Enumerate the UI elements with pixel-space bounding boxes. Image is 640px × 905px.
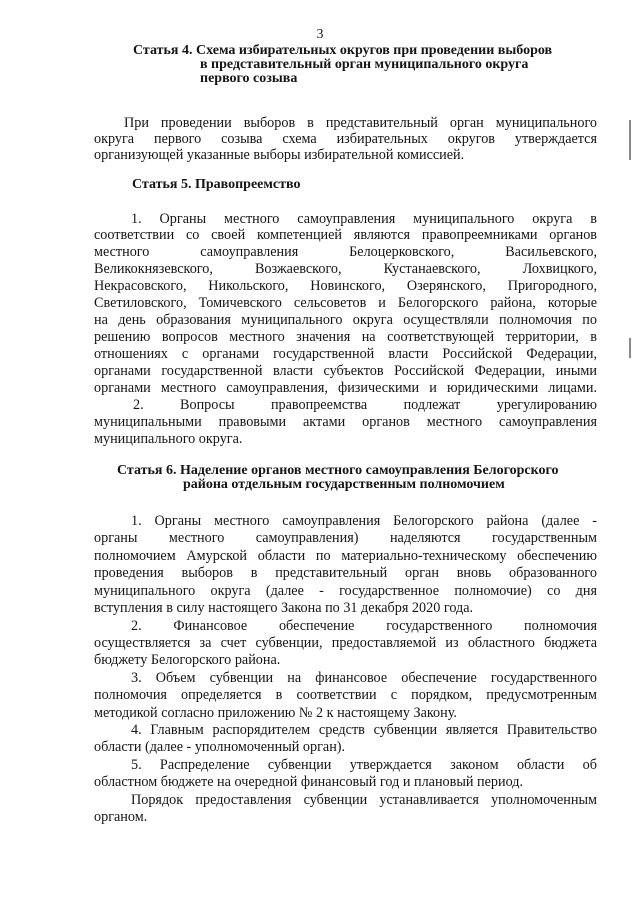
article-5-line: Великокнязевского, Возжаевского, Кустанаевского, Лохвицкого, bbox=[94, 261, 597, 277]
article-6-line: вступления в силу настоящего Закона по 31 декабря 2020 года. bbox=[94, 600, 474, 616]
article-6-line: органом. bbox=[94, 809, 148, 825]
article-6-line: методикой согласно приложению № 2 к настоящему Закону. bbox=[94, 705, 457, 721]
article-6-line: областном бюджете на очередной финансовый год и плановый период. bbox=[94, 774, 524, 790]
article-6-line: Порядок предоставления субвенции устанавливается уполномоченным bbox=[131, 792, 597, 808]
scan-edge-mark bbox=[629, 338, 631, 358]
article-5-line: на день образования муниципального округа осуществляли полномочия по bbox=[94, 312, 597, 328]
article-5-line: органами местного самоуправления, физическими и юридическими лицами. bbox=[94, 380, 597, 396]
article-6-line: полномочия определяется в соответствии с порядком, предусмотренным bbox=[94, 687, 597, 703]
article-5-line: отношениях с органами государственной власти Российской Федерации, bbox=[94, 346, 597, 362]
article-5-heading: Статья 5. Правопреемство bbox=[132, 177, 301, 192]
article-5-line: муниципальными правовыми актами органов местного самоуправления bbox=[94, 414, 597, 430]
article-4-heading bbox=[133, 44, 593, 86]
article-4-heading-line: Статья 4. Схема избирательных округов при проведении выборов bbox=[133, 43, 553, 58]
article-4-line: организующей указанные выборы избирательной комиссией. bbox=[94, 147, 465, 163]
article-6-line: 4. Главным распорядителем средств субвенции является Правительство bbox=[131, 722, 597, 738]
article-6-line: проведения выборов в представительный орган вновь образованного bbox=[94, 565, 597, 581]
article-4-heading-line: в представительный орган муниципального округа bbox=[200, 57, 529, 72]
article-6-line: области (далее - уполномоченный орган). bbox=[94, 739, 346, 755]
article-5-line: местного самоуправления Белоцерковского, Васильевского, bbox=[94, 244, 597, 260]
scan-edge-mark bbox=[629, 120, 631, 160]
article-6-line: органы местного самоуправления) наделяются государственным bbox=[94, 530, 597, 546]
article-6-line: 1. Органы местного самоуправления Белогорского района (далее - bbox=[131, 513, 597, 529]
article-5-line: муниципального округа. bbox=[94, 431, 243, 447]
article-5-line: решению вопросов местного значения на соответствующей территории, в bbox=[94, 329, 597, 345]
article-5-line: соответствии со своей компетенцией являются правопреемниками органов bbox=[94, 227, 597, 243]
article-6-line: осуществляется за счет субвенции, предоставляемой из областного бюджета bbox=[94, 635, 597, 651]
article-5-line: 1. Органы местного самоуправления муниципального округа в bbox=[131, 211, 597, 227]
article-6-heading-line: Статья 6. Наделение органов местного самоуправления Белогорского bbox=[117, 463, 559, 478]
page-number: 3 bbox=[316, 27, 324, 42]
article-6-line: 5. Распределение субвенции утверждается законом области об bbox=[131, 757, 597, 773]
article-6-line: бюджету Белогорского района. bbox=[94, 652, 281, 668]
article-5-line: Светиловского, Томичевского сельсоветов и Белогорского района, которые bbox=[94, 295, 597, 311]
article-4-line: округа первого созыва схема избирательных округов утверждается bbox=[94, 131, 597, 147]
article-6-line: муниципального округа (далее - государственное полномочие) со дня bbox=[94, 583, 597, 599]
article-5-line: органами государственной власти субъектов Российской Федерации, иными bbox=[94, 363, 597, 379]
article-6-heading-line: района отдельным государственным полномочием bbox=[183, 477, 505, 492]
article-6-line: полномочием Амурской области по материально-техническому обеспечению bbox=[94, 548, 597, 564]
article-4-line: При проведении выборов в представительный орган муниципального bbox=[124, 115, 597, 131]
article-5-line: 2. Вопросы правопреемства подлежат урегулированию bbox=[133, 397, 597, 413]
article-6-heading bbox=[117, 464, 601, 492]
article-4-heading-line: первого созыва bbox=[200, 71, 298, 86]
article-6-line: 2. Финансовое обеспечение государственного полномочия bbox=[131, 618, 597, 634]
article-5-line: Некрасовского, Никольского, Новинского, Озерянского, Пригородного, bbox=[94, 278, 597, 294]
article-6-line: 3. Объем субвенции на финансовое обеспечение государственного bbox=[131, 670, 597, 686]
